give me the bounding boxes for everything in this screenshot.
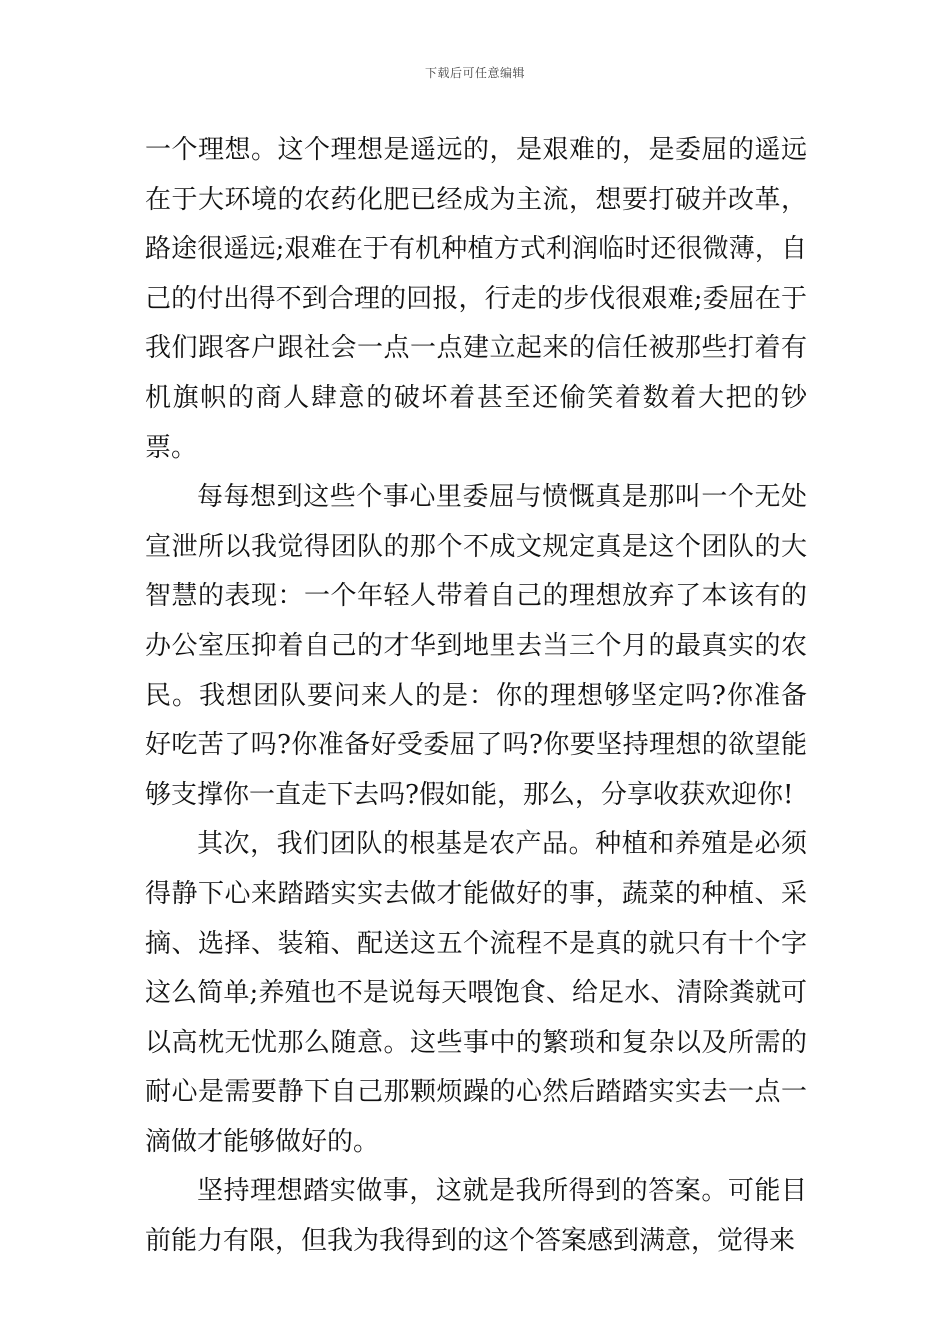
paragraph-2: 每每想到这些个事心里委屈与愤慨真是那叫一个无处宣泄所以我觉得团队的那个不成文规定真是这个团队的大智慧的表现：一个年轻人带着自己的理想放弃了本该有的办公室压抑着自己的才华到地里去当三个月的最真实的农民。我想团队要问来人的是：你的理想够坚定吗?你准备好吃苦了吗?你准备好受委屈了吗?你要坚持理想的欲望能够支撑你一直走下去吗?假如能，那么，分享收获欢迎你! xyxy=(145,482,807,810)
page-header: 下载后可任意编辑 xyxy=(424,66,525,80)
paragraph-1: 一个理想。这个理想是遥远的，是艰难的，是委屈的遥远在于大环境的农药化肥已经成为主流，想要打破并改革，路途很遥远;艰难在于有机种植方式利润临时还很微薄，自己的付出得不到合理的回报，行走的步伐很艰难;委屈在于我们跟客户跟社会一点一点建立起来的信任被那些打着有机旗帜的商人肆意的破坏着甚至还偷笑着数着大把的钞票。 xyxy=(145,135,807,463)
paragraph-4: 坚持理想踏实做事，这就是我所得到的答案。可能目前能力有限，但我为我得到的这个答案感到满意，觉得来 xyxy=(145,1176,807,1257)
document-body xyxy=(145,126,807,1267)
paragraph-3: 其次，我们团队的根基是农产品。种植和养殖是必须得静下心来踏踏实实去做才能做好的事，蔬菜的种植、采摘、选择、装箱、配送这五个流程不是真的就只有十个字这么简单;养殖也不是说每天喂饱食、给足水、清除粪就可以高枕无忧那么随意。这些事中的繁琐和复杂以及所需的耐心是需要静下自己那颗烦躁的心然后踏踏实实去一点一滴做才能够做好的。 xyxy=(145,829,807,1157)
